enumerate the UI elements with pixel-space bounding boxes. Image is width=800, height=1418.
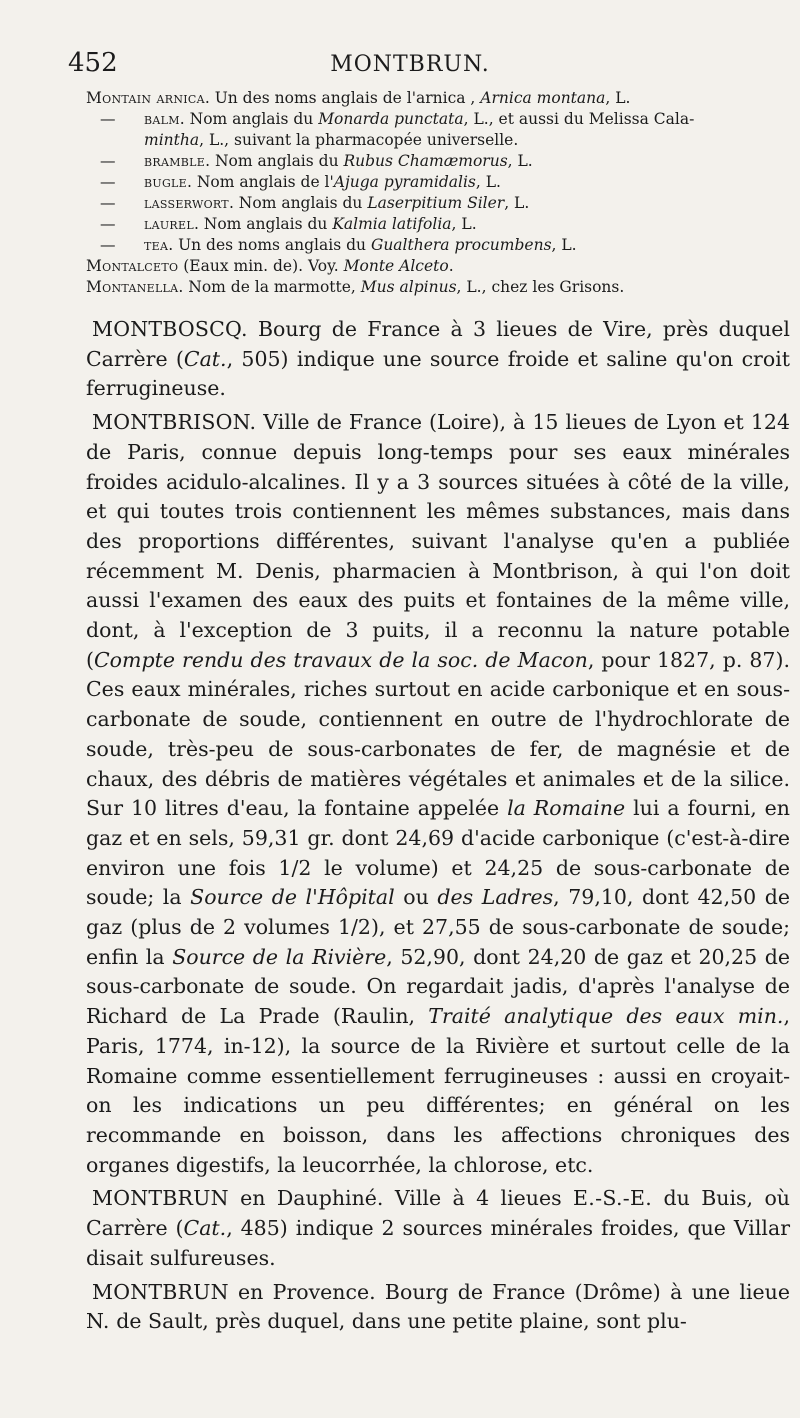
- headword: MONTBRUN: [92, 1279, 229, 1304]
- entry-montbrun-provence: MONTBRUN en Provence. Bourg de France (Drôme) à une lieue N. de Sault, près duquel, dans une petite plaine, sont plu-: [86, 1279, 790, 1334]
- entry-montboscq: MONTBOSCQ. Bourg de France à 3 lieues de Vire, près duquel Carrère (Cat., 505) indique une source froide et saline qu'on croit ferrugineuse.: [86, 317, 790, 401]
- entry-montbrison: MONTBRISON. Ville de France (Loire), à 15 lieues de Lyon et 124 de Paris, connue depuis long-temps pour ses eaux minérales froides acidulo-alcalines. Il y a 3 sources situées à côté de la ville, et qui toutes trois contiennent les mêmes substances, mais dans des proportions différentes, suivant l'analyse qu'en a publiée récemment M. Denis, pharmacien à Montbrison, à qui l'on doit aussi l'examen des eaux des puits et fontaines de la même ville, dont, à l'exception de 3 puits, il a reconnu la nature potable (Compte rendu des travaux de la soc. de Macon, pour 1827, p. 87). Ces eaux minérales, riches surtout en acide carbonique et en sous-carbonate de soude, contiennent en outre de l'hydrochlorate de soude, très-peu de sous-carbonates de fer, de magnésie et de chaux, des débris de matières végétales et animales et de la silice. Sur 10 litres d'eau, la fontaine appelée la Romaine lui a fourni, en gaz et en sels, 59,31 gr. dont 24,69 d'acide carbonique (c'est-à-dire environ une fois 1/2 le volume) et 24,25 de sous-carbonate de soude; la Source de l'Hôpital ou des Ladres, 79,10, dont 42,50 de gaz (plus de 2 volumes 1/2), et 27,55 de sous-carbonate de soude; enfin la Source de la Rivière, 52,90, dont 24,20 de gaz et 20,25 de sous-carbonate de soude. On regardait jadis, d'après l'analyse de Richard de La Prade (Raulin, Traité analytique des eaux min., Paris, 1774, in-12), la source de la Rivière et surtout celle de la Romaine comme essentiellement ferrugineuses : aussi en croyait-on les indications un peu différentes; en général on les recommande en boisson, dans les affections chroniques des organes digestifs, la leucorrhée, la chlorose, etc.: [86, 410, 791, 1177]
- small-entry-montalceto: Montalceto (Eaux min. de). Voy. Monte Alceto.: [86, 257, 454, 275]
- small-entry-bramble: — bramble. Nom anglais du Rubus Chamæmorus, L.: [100, 152, 533, 170]
- page-number: 452: [68, 48, 118, 78]
- running-head: MONTBRUN.: [330, 52, 490, 77]
- headword: MONTBRISON.: [92, 410, 257, 435]
- small-entry-bugle: — bugle. Nom anglais de l'Ajuga pyramidalis, L.: [100, 173, 501, 191]
- small-entry-montanella: Montanella. Nom de la marmotte, Mus alpinus, L., chez les Grisons.: [86, 278, 625, 296]
- small-entries: [86, 88, 786, 298]
- page-header: [60, 48, 760, 88]
- entry-montbrun-dauphine: MONTBRUN en Dauphiné. Ville à 4 lieues E.-S.-E. du Buis, où Carrère (Cat., 485) indique 2 sources minérales froides, que Villar disait sulfureuses.: [86, 1186, 791, 1270]
- small-entry-lasserwort: — lasserwort. Nom anglais du Laserpitium Siler, L.: [100, 194, 530, 212]
- small-entry-balm-continuation: mintha, L., suivant la pharmacopée universelle.: [144, 131, 519, 149]
- headword: MONTBRUN: [92, 1186, 229, 1211]
- headword: MONTBOSCQ.: [92, 317, 248, 341]
- small-entry-balm: — balm. Nom anglais du Monarda punctata, L., et aussi du Melissa Cala-: [100, 110, 695, 128]
- small-entry-tea: — tea. Un des noms anglais du Gualthera procumbens, L.: [100, 236, 577, 254]
- main-entries: [86, 315, 790, 1337]
- small-entry-montain-arnica: Montain arnica. Un des noms anglais de l'arnica , Arnica montana, L.: [86, 89, 631, 107]
- small-entry-laurel: — laurel. Nom anglais du Kalmia latifolia, L.: [100, 215, 477, 233]
